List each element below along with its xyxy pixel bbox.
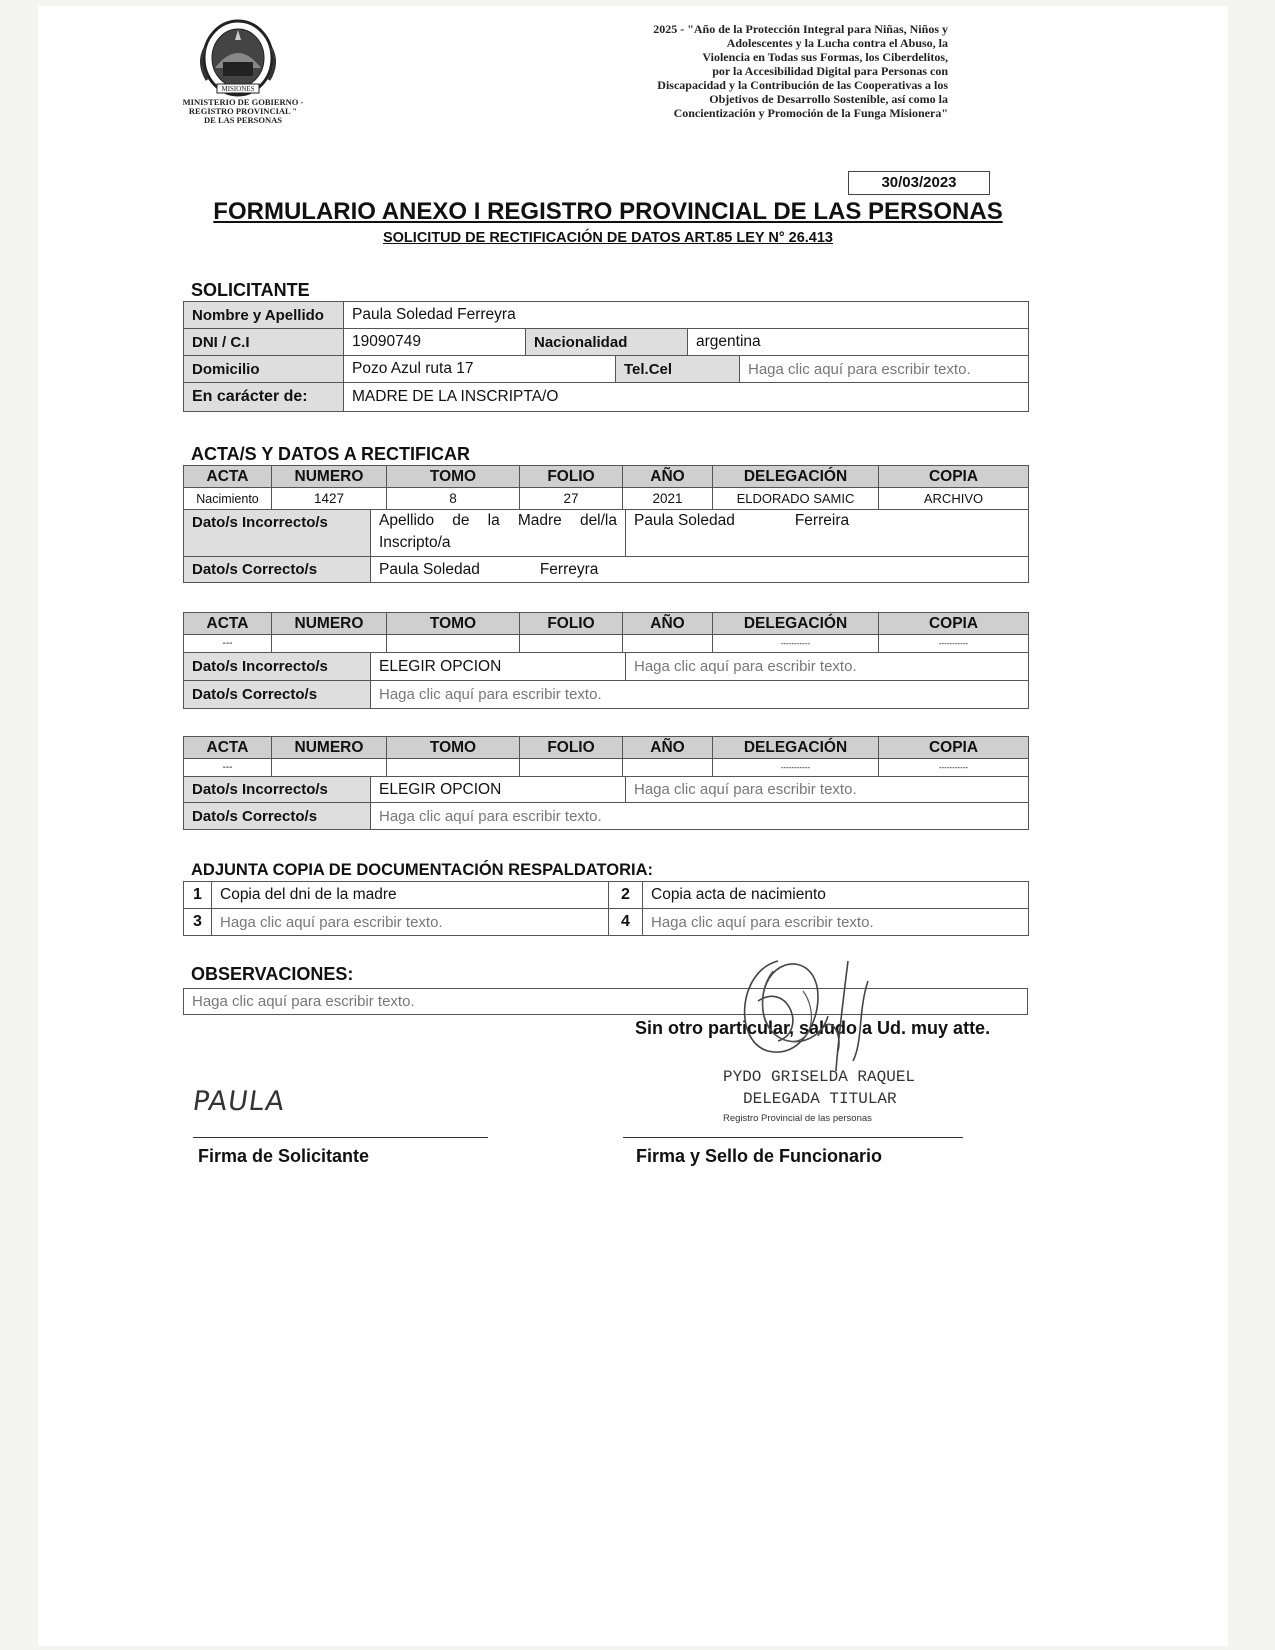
numero-cell[interactable]	[272, 759, 387, 777]
applicant-signature: PAULA	[190, 1086, 288, 1117]
col-acta: ACTA	[184, 466, 272, 488]
incorrect-field-select[interactable]: ELEGIR OPCION	[371, 777, 626, 803]
observaciones-heading: OBSERVACIONES:	[191, 964, 354, 984]
copia-cell[interactable]: -----------	[879, 635, 1029, 653]
anio-cell[interactable]	[623, 635, 713, 653]
correct-label: Dato/s Correcto/s	[184, 557, 371, 583]
col-delegacion: DELEGACIÓN	[713, 466, 879, 488]
correct-label: Dato/s Correcto/s	[184, 681, 371, 709]
solicitante-heading: SOLICITANTE	[191, 280, 310, 300]
adjunta-num: 4	[609, 909, 643, 936]
stamp-org: Registro Provincial de las personas	[723, 1113, 872, 1124]
copia-cell[interactable]: -----------	[879, 759, 1029, 777]
tomo-cell[interactable]	[387, 635, 520, 653]
acta-cell[interactable]: ---	[184, 759, 272, 777]
adjunta-num: 2	[609, 882, 643, 909]
col-folio: FOLIO	[520, 466, 623, 488]
tomo-cell[interactable]: 8	[387, 488, 520, 510]
correct-value[interactable]: Paula Soledad Ferreyra	[371, 557, 1029, 583]
col-numero: NUMERO	[272, 737, 387, 759]
folio-cell[interactable]	[520, 759, 623, 777]
adjunta-item[interactable]: Haga clic aquí para escribir texto.	[643, 909, 1029, 936]
adjunta-num: 1	[184, 882, 212, 909]
document-page	[38, 6, 1228, 1646]
ministry-label: MINISTERIO DE GOBIERNO - REGISTRO PROVINCIAL " DE LAS PERSONAS	[182, 97, 304, 125]
delegacion-cell[interactable]: ELDORADO SAMIC	[713, 488, 879, 510]
incorrect-label: Dato/s Incorrecto/s	[184, 510, 371, 557]
col-tomo: TOMO	[387, 737, 520, 759]
form-title: FORMULARIO ANEXO I REGISTRO PROVINCIAL DE LAS PERSONAS	[213, 198, 1003, 225]
domicilio-label: Domicilio	[184, 356, 344, 383]
col-delegacion: DELEGACIÓN	[713, 613, 879, 635]
tomo-cell[interactable]	[387, 759, 520, 777]
folio-cell[interactable]: 27	[520, 488, 623, 510]
domicilio-field[interactable]: Pozo Azul ruta 17	[344, 356, 616, 383]
tel-field[interactable]: Haga clic aquí para escribir texto.	[740, 356, 1029, 383]
adjunta-item[interactable]: Copia acta de nacimiento	[643, 882, 1029, 909]
acta-table-2	[183, 612, 1029, 653]
col-delegacion: DELEGACIÓN	[713, 737, 879, 759]
col-folio: FOLIO	[520, 613, 623, 635]
adjunta-heading: ADJUNTA COPIA DE DOCUMENTACIÓN RESPALDATORIA:	[191, 861, 653, 879]
date-field[interactable]: 30/03/2023	[848, 171, 990, 195]
delegacion-cell[interactable]: -----------	[713, 635, 879, 653]
year-motto: 2025 - "Año de la Protección Integral para Niñas, Niños y Adolescentes y la Lucha contra el Abuso, la Violencia en Todas sus Formas, los Ciberdelitos, por la Accesibilidad Digital para Personas con Discapacidad y la Contribución de las Cooperativas a los Objetivos de Desarrollo Sostenible, así como la Concientización y Promoción de la Funga Misionera"	[653, 22, 948, 120]
acta-detail-3	[183, 776, 1029, 830]
caracter-label: En carácter de:	[184, 383, 344, 412]
adjunta-num: 3	[184, 909, 212, 936]
delegacion-cell[interactable]: -----------	[713, 759, 879, 777]
caracter-field[interactable]: MADRE DE LA INSCRIPTA/O	[344, 383, 1029, 412]
dni-field[interactable]: 19090749	[344, 329, 526, 356]
acta-detail-1	[183, 509, 1029, 583]
col-numero: NUMERO	[272, 466, 387, 488]
closing-text: Sin otro particular, saludo a Ud. muy atte.	[635, 1018, 991, 1038]
acta-table-3	[183, 736, 1029, 777]
anio-cell[interactable]: 2021	[623, 488, 713, 510]
adjunta-item[interactable]: Copia del dni de la madre	[212, 882, 609, 909]
solicitante-signature-line	[193, 1137, 488, 1138]
nombre-field[interactable]: Paula Soledad Ferreyra	[344, 302, 1029, 329]
tel-label: Tel.Cel	[616, 356, 740, 383]
incorrect-value[interactable]: Haga clic aquí para escribir texto.	[626, 777, 1029, 803]
col-anio: AÑO	[623, 737, 713, 759]
correct-label: Dato/s Correcto/s	[184, 803, 371, 830]
svg-text:MISIONES: MISIONES	[221, 85, 255, 93]
nombre-label: Nombre y Apellido	[184, 302, 344, 329]
incorrect-field-select[interactable]: Apellido de la Madre del/la Inscripto/a	[371, 510, 626, 557]
incorrect-value[interactable]: Haga clic aquí para escribir texto.	[626, 653, 1029, 681]
numero-cell[interactable]: 1427	[272, 488, 387, 510]
solicitante-table	[183, 301, 1029, 412]
nacionalidad-field[interactable]: argentina	[688, 329, 1029, 356]
adjunta-item[interactable]: Haga clic aquí para escribir texto.	[212, 909, 609, 936]
anio-cell[interactable]	[623, 759, 713, 777]
observaciones-field[interactable]: Haga clic aquí para escribir texto.	[184, 989, 1028, 1015]
funcionario-signature-line	[623, 1137, 963, 1138]
form-subtitle: SOLICITUD DE RECTIFICACIÓN DE DATOS ART.85 LEY N° 26.413	[382, 230, 833, 246]
dni-label: DNI / C.I	[184, 329, 344, 356]
col-tomo: TOMO	[387, 613, 520, 635]
acta-detail-2	[183, 652, 1029, 709]
col-copia: COPIA	[879, 737, 1029, 759]
col-numero: NUMERO	[272, 613, 387, 635]
incorrect-label: Dato/s Incorrecto/s	[184, 777, 371, 803]
adjunta-table	[183, 881, 1029, 936]
incorrect-field-select[interactable]: ELEGIR OPCION	[371, 653, 626, 681]
col-anio: AÑO	[623, 466, 713, 488]
acta-table-1	[183, 465, 1029, 510]
incorrect-value[interactable]: Paula Soledad Ferreira	[626, 510, 1029, 557]
acta-cell[interactable]: Nacimiento	[184, 488, 272, 510]
correct-value[interactable]: Haga clic aquí para escribir texto.	[371, 803, 1029, 830]
stamp-name: PYDO GRISELDA RAQUEL	[723, 1068, 916, 1086]
col-acta: ACTA	[184, 613, 272, 635]
col-copia: COPIA	[879, 466, 1029, 488]
col-tomo: TOMO	[387, 466, 520, 488]
col-copia: COPIA	[879, 613, 1029, 635]
actas-heading: ACTA/S Y DATOS A RECTIFICAR	[191, 444, 471, 464]
col-anio: AÑO	[623, 613, 713, 635]
province-seal-icon	[193, 18, 283, 100]
firma-solicitante-label: Firma de Solicitante	[198, 1146, 370, 1166]
firma-funcionario-label: Firma y Sello de Funcionario	[636, 1146, 883, 1166]
col-folio: FOLIO	[520, 737, 623, 759]
stamp-title: DELEGADA TITULAR	[743, 1090, 897, 1108]
incorrect-label: Dato/s Incorrecto/s	[184, 653, 371, 681]
correct-value[interactable]: Haga clic aquí para escribir texto.	[371, 681, 1029, 709]
folio-cell[interactable]	[520, 635, 623, 653]
acta-cell[interactable]: ---	[184, 635, 272, 653]
copia-cell[interactable]: ARCHIVO	[879, 488, 1029, 510]
numero-cell[interactable]	[272, 635, 387, 653]
col-acta: ACTA	[184, 737, 272, 759]
nacionalidad-label: Nacionalidad	[526, 329, 688, 356]
